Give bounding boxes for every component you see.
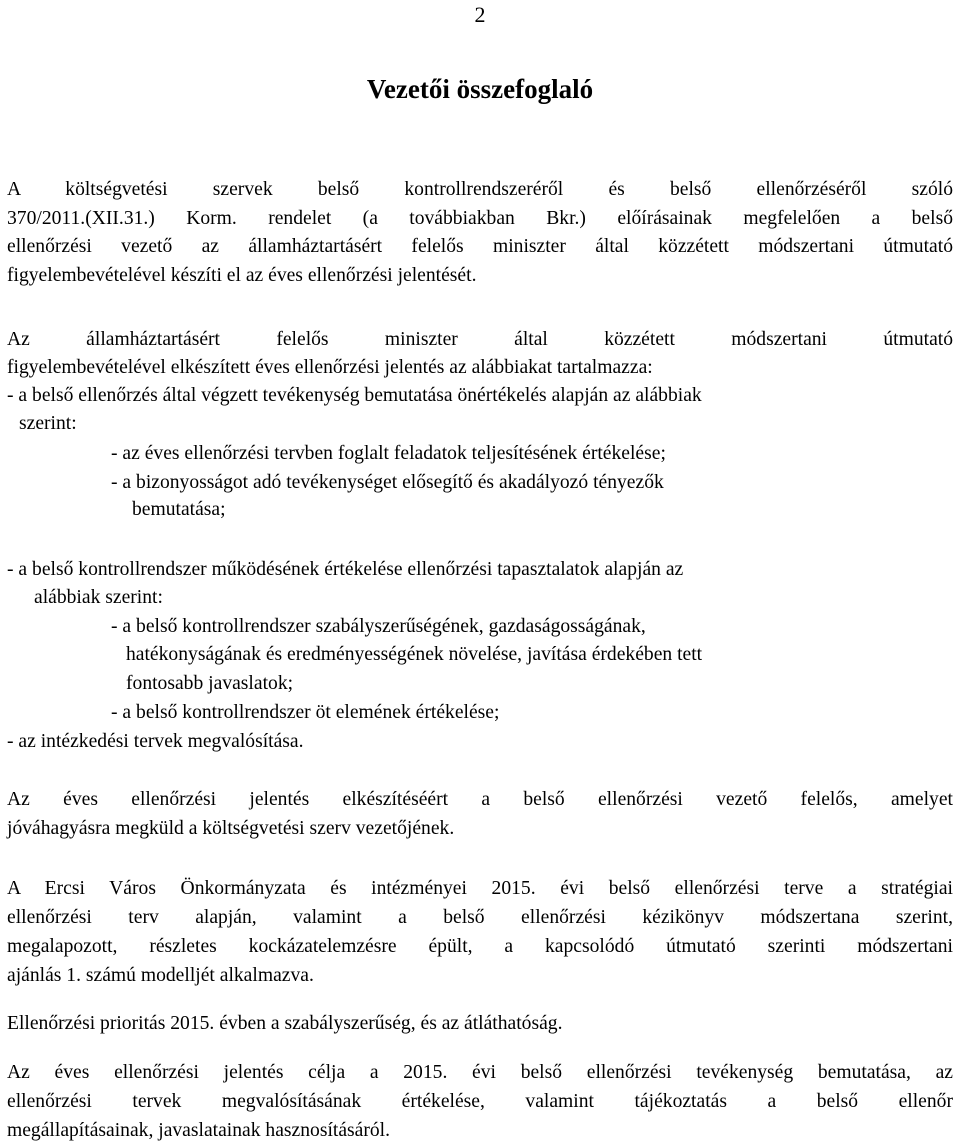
page-number: 2 bbox=[474, 2, 486, 27]
list-item-continuation: alábbiak szerint: bbox=[34, 587, 163, 608]
paragraph-line: A költségvetési szervek belső kontrollrendszeréről és belső ellenőrzéséről szóló bbox=[7, 179, 953, 200]
paragraph-line: Az éves ellenőrzési jelentés célja a 2015. évi belső ellenőrzési tevékenység bemutatása, az bbox=[7, 1062, 953, 1083]
paragraph-line: ellenőrzési tervek megvalósításának értékelése, valamint tájékoztatás a belső ellenőr bbox=[7, 1091, 953, 1112]
sub-list-item-continuation: bemutatása; bbox=[132, 499, 226, 520]
paragraph-line: A Ercsi Város Önkormányzata és intézményei 2015. évi belső ellenőrzési terve a stratégiai bbox=[7, 878, 953, 899]
paragraph-line: 370/2011.(XII.31.) Korm. rendelet (a továbbiakban Bkr.) előírásainak megfelelően a belső bbox=[7, 208, 953, 229]
sub-list-item-continuation: fontosabb javaslatok; bbox=[126, 673, 294, 694]
paragraph-line: figyelembevételével készíti el az éves ellenőrzési jelentését. bbox=[7, 265, 477, 286]
sub-list-item-continuation: hatékonyságának és eredményességének növelése, javítása érdekében tett bbox=[126, 644, 703, 665]
sub-list-item: - a belső kontrollrendszer öt elemének értékelése; bbox=[111, 702, 500, 723]
paragraph-line: ellenőrzési vezető az államháztartásért felelős miniszter által közzétett módszertani útmutató bbox=[7, 236, 953, 257]
paragraph-line: Az államháztartásért felelős miniszter által közzétett módszertani útmutató bbox=[7, 329, 953, 350]
list-item: - a belső ellenőrzés által végzett tevékenység bemutatása önértékelés alapján az alábbiak bbox=[7, 385, 702, 406]
paragraph-line: ajánlás 1. számú modelljét alkalmazva. bbox=[7, 965, 314, 986]
sub-list-item: - az éves ellenőrzési tervben foglalt feladatok teljesítésének értékelése; bbox=[111, 443, 666, 464]
paragraph-line: jóváhagyásra megküld a költségvetési szerv vezetőjének. bbox=[7, 818, 455, 839]
paragraph-line: Az éves ellenőrzési jelentés elkészítéséért a belső ellenőrzési vezető felelős, amelyet bbox=[7, 789, 953, 810]
page-title: Vezetői összefoglaló bbox=[366, 74, 594, 104]
sub-list-item: - a bizonyosságot adó tevékenységet elősegítő és akadályozó tényezők bbox=[111, 472, 664, 493]
sub-list-item: - a belső kontrollrendszer szabályszerűségének, gazdaságosságának, bbox=[111, 616, 646, 637]
paragraph-line: figyelembevételével elkészített éves ellenőrzési jelentés az alábbiakat tartalmazza: bbox=[7, 357, 653, 378]
paragraph-line: ellenőrzési terv alapján, valamint a belső ellenőrzési kézikönyv módszertana szerint, bbox=[7, 907, 953, 928]
paragraph-line: Ellenőrzési prioritás 2015. évben a szabályszerűség, és az átláthatóság. bbox=[7, 1013, 563, 1034]
paragraph-line: megállapításainak, javaslatainak hasznosításáról. bbox=[7, 1120, 391, 1141]
list-item: - a belső kontrollrendszer működésének értékelése ellenőrzési tapasztalatok alapján az bbox=[7, 559, 684, 580]
list-item: - az intézkedési tervek megvalósítása. bbox=[7, 731, 304, 752]
list-item-continuation: szerint: bbox=[19, 413, 77, 434]
paragraph-line: megalapozott, részletes kockázatelemzésre épült, a kapcsolódó útmutató szerinti módszertani bbox=[7, 936, 953, 957]
